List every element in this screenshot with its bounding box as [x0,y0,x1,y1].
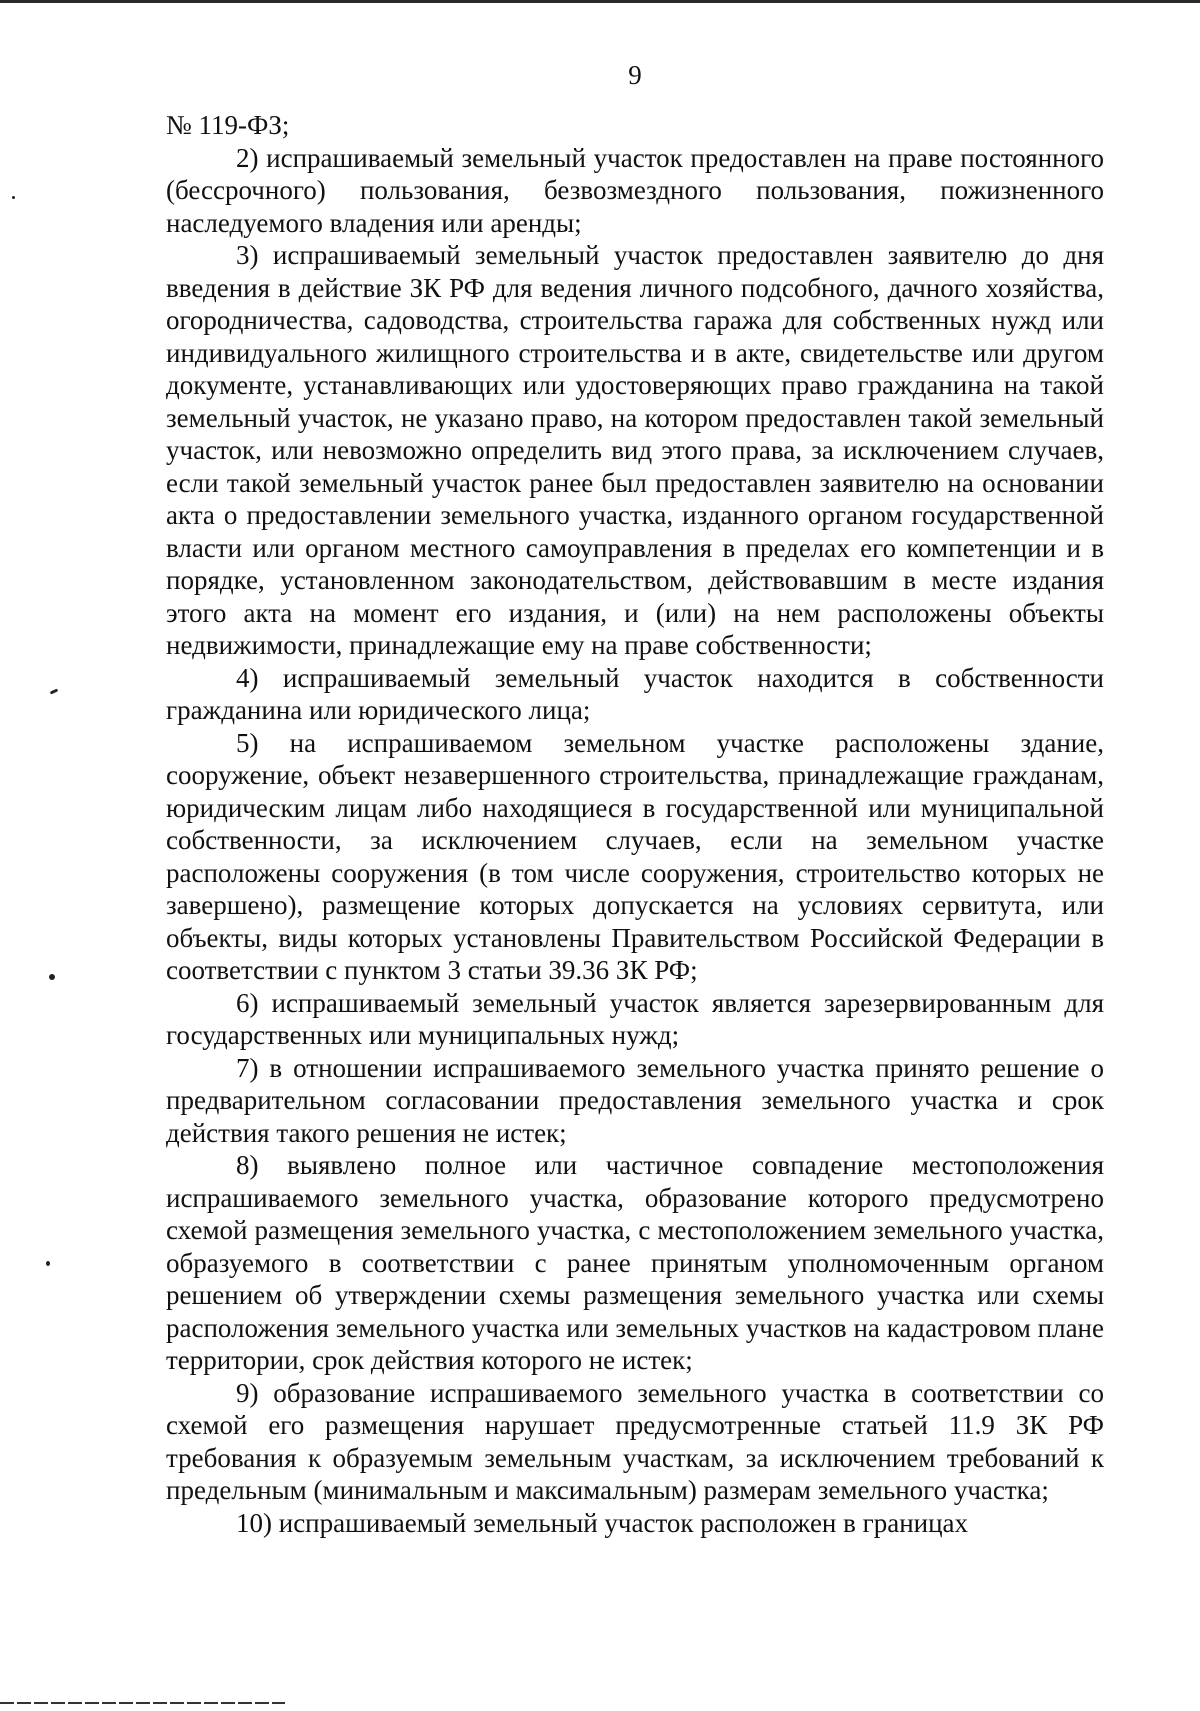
scan-speck [12,196,15,199]
top-border-line [0,0,1200,3]
paragraph-item-6: 6) испрашиваемый земельный участок является зарезервированным для государственных или муниципальных нужд; [166,987,1104,1050]
paragraph-item-7: 7) в отношении испрашиваемого земельного участка принято решение о предварительном согласовании предоставления земельного участка и срок действия такого решения не истек; [166,1052,1104,1148]
document-body [166,109,1104,1539]
scan-speck [50,688,59,694]
scan-speck [49,974,55,980]
bottom-border-line [0,1702,285,1704]
paragraph-item-10: 10) испрашиваемый земельный участок расположен в границах [236,1507,969,1538]
scan-speck [46,1261,50,1266]
paragraph-law-reference: № 119-ФЗ; [166,110,290,140]
paragraph-item-3: 3) испрашиваемый земельный участок предоставлен заявителю до дня введения в действие ЗК РФ для ведения личного подсобного, дачного хозяйства, огородничества, садоводства, строительства гаража для собственных нужд или индивидуального жилищного строительства и в акте, свидетельстве или другом документе, устанавливающих или удостоверяющих право гражданина на такой земельный участок, не указано право, на котором предоставлен такой земельный участок, или невозможно определить вид этого права, за исключением случаев, если такой земельный участок ранее был предоставлен заявителю на основании акта о предоставлении земельного участка, изданного органом государственной власти или органом местного самоуправления в пределах его компетенции и в порядке, установленном законодательством, действовавшим в месте издания этого акта на момент его издания, и (или) на нем расположены объекты недвижимости, принадлежащие ему на праве собственности; [166,240,1104,660]
paragraph-item-9: 9) образование испрашиваемого земельного участка в соответствии со схемой его размещения нарушает предусмотренные статьей 11.9 ЗК РФ требования к образуемым земельным участкам, за исключением требований к предельным (минимальным и максимальным) размерам земельного участка; [166,1377,1104,1505]
paragraph-item-5: 5) на испрашиваемом земельном участке расположены здание, сооружение, объект незавершенного строительства, принадлежащие гражданам, юридическим лицам либо находящиеся в государственной или муниципальной собственности, за исключением случаев, если на земельном участке расположены сооружения (в том числе сооружения, строительство которых не завершено), размещение которых допускается на условиях сервитута, или объекты, виды которых установлены Правительством Российской Федерации в соответствии с пунктом 3 статьи 39.36 ЗК РФ; [166,727,1104,985]
paragraph-item-2: 2) испрашиваемый земельный участок предоставлен на праве постоянного (бессрочного) пользования, безвозмездного пользования, пожизненного наследуемого владения или аренды; [166,142,1104,238]
paragraph-item-4: 4) испрашиваемый земельный участок находится в собственности гражданина или юридического лица; [166,662,1104,725]
paragraph-item-8: 8) выявлено полное или частичное совпадение местоположения испрашиваемого земельного участка, образование которого предусмотрено схемой размещения земельного участка, с местоположением земельного участка, образуемого в соответствии с ранее принятым уполномоченным органом решением об утверждении схемы размещения земельного участка или схемы расположения земельного участка или земельных участков на кадастровом плане территории, срок действия которого не истек; [166,1150,1104,1375]
page-number: 9 [628,60,642,90]
